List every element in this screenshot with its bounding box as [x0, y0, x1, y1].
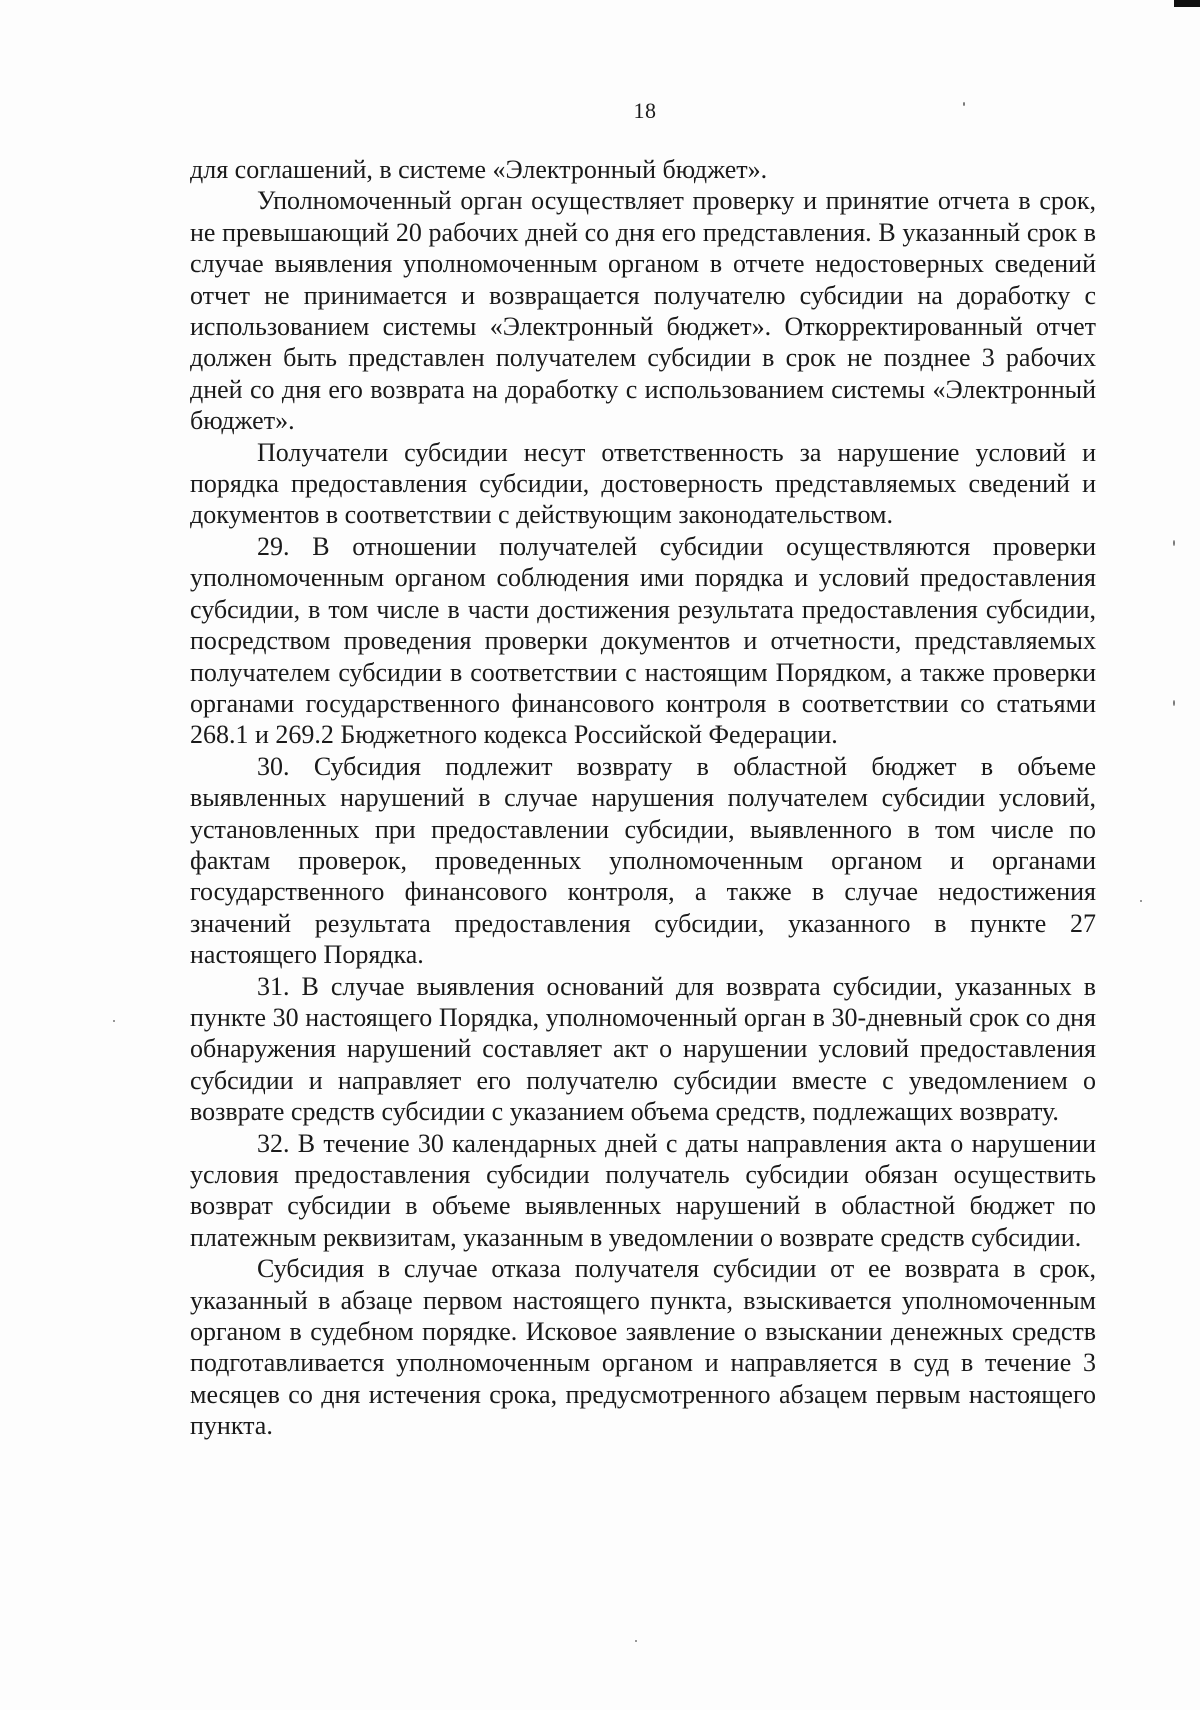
paragraph-continuation: для соглашений, в системе «Электронный бюджет».: [190, 155, 768, 184]
scan-speck: [1173, 700, 1175, 706]
paragraph-report-verification: Уполномоченный орган осуществляет проверку и принятие отчета в срок, не превышающий 20 рабочих дней со дня его представления. В указанный срок в случае выявления уполномоченным органом в отчете недостоверных сведений отчет не принимается и возвращается получателю субсидии на доработку с использованием системы «Электронный бюджет». Откорректированный отчет должен быть представлен получателем субсидии в срок не позднее 3 рабочих дней со дня его возврата на доработку с использованием системы «Электронный бюджет».: [190, 186, 1096, 436]
scan-speck: [963, 102, 965, 106]
body-text: [190, 154, 1096, 1442]
paragraph-clause-30: 30. Субсидия подлежит возврату в областной бюджет в объеме выявленных нарушений в случае нарушения получателем субсидии условий, установленных при предоставлении субсидии, выявленного в том числе по фактам проверок, проведенных уполномоченным органом и органами государственного финансового контроля, а также в случае недостижения значений результата предоставления субсидии, указанного в пункте 27 настоящего Порядка.: [190, 751, 1096, 970]
paragraph-clause-32: 32. В течение 30 календарных дней с даты направления акта о нарушении условия предоставления субсидии получатель субсидии обязан осуществить возврат субсидии в объеме выявленных нарушений в областной бюджет по платежным реквизитам, указанным в уведомлении о возврате средств субсидии.: [190, 1128, 1096, 1252]
paragraph-court-recovery: Субсидия в случае отказа получателя субсидии от ее возврата в срок, указанный в абзаце первом настоящего пункта, взыскивается уполномоченным органом в судебном порядке. Исковое заявление о взыскании денежных средств подготавливается уполномоченным органом и направляется в суд в течение 3 месяцев со дня истечения срока, предусмотренного абзацем первым настоящего пункта.: [190, 1254, 1096, 1441]
scan-speck: [1173, 540, 1175, 546]
scan-speck: [1140, 900, 1142, 902]
paragraph-clause-29: 29. В отношении получателей субсидии осуществляются проверки уполномоченным органом соблюдения ими порядка и условий предоставления субсидии, в том числе в части достижения результата предоставления субсидии, посредством проведения проверки документов и отчетности, представляемых получателем субсидии в соответствии с настоящим Порядком, а также проверки органами государственного финансового контроля в соответствии со статьями 268.1 и 269.2 Бюджетного кодекса Российской Федерации.: [190, 531, 1096, 750]
scan-speck: [635, 1640, 637, 1642]
scan-corner-mark: [1174, 0, 1200, 7]
page-number: 18: [633, 98, 657, 123]
scan-speck: [113, 1020, 115, 1022]
paragraph-recipient-responsibility: Получатели субсидии несут ответственность за нарушение условий и порядка предоставления субсидии, достоверность представляемых сведений и документов в соответствии с действующим законодательством.: [190, 437, 1096, 530]
paragraph-clause-31: 31. В случае выявления оснований для возврата субсидии, указанных в пункте 30 настоящего Порядка, уполномоченный орган в 30-дневный срок со дня обнаружения нарушений составляет акт о нарушении условий предоставления субсидии и направляет его получателю субсидии вместе с уведомлением о возврате средств субсидии с указанием объема средств, подлежащих возврату.: [190, 971, 1096, 1127]
